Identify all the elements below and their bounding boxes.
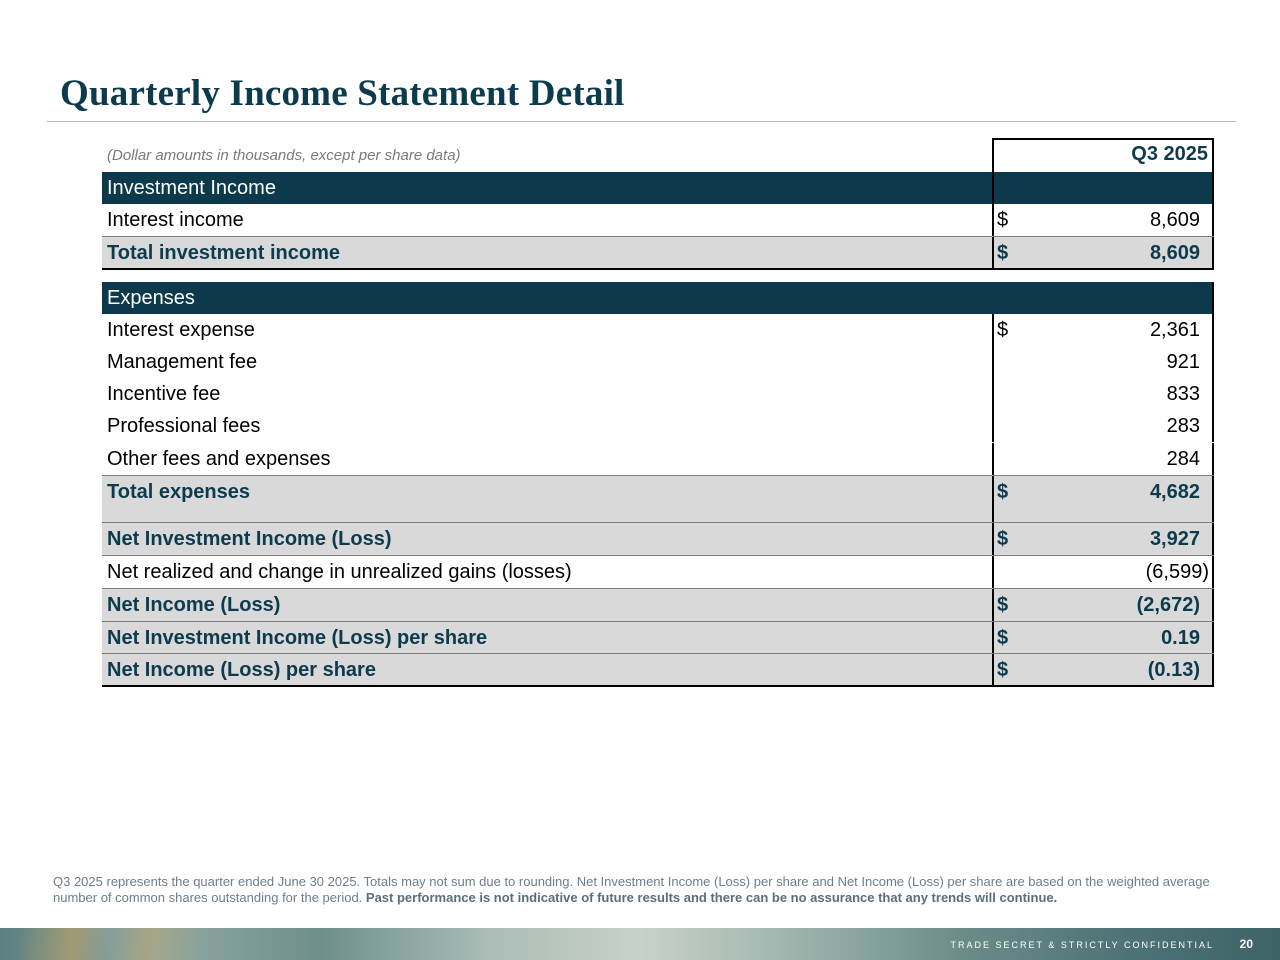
table-bottom-border — [102, 268, 1214, 270]
footnote-disclaimer: Past performance is not indicative of future results and there can be no assurance that any trends will continue. — [365, 890, 1058, 905]
row-label: Net realized and change in unrealized gains (losses) — [107, 561, 572, 583]
table-row-net-income — [102, 589, 1214, 621]
table-edge — [1212, 523, 1214, 555]
currency-symbol: $ — [997, 319, 1009, 341]
table-edge — [1212, 378, 1214, 410]
column-separator — [992, 378, 994, 410]
table-edge — [1212, 443, 1214, 475]
table-row-management-fee — [102, 346, 1214, 378]
table-edge — [1212, 508, 1214, 522]
table-edge — [1212, 654, 1214, 686]
row-value: 4,682 — [1149, 481, 1200, 503]
decorative-gold-streak — [20, 928, 200, 960]
row-value: (0.13) — [1147, 659, 1200, 681]
column-separator — [992, 172, 994, 204]
row-label: Net Income (Loss) — [107, 594, 281, 616]
table-edge — [1212, 237, 1214, 269]
column-separator — [992, 410, 994, 442]
table-edge — [1212, 556, 1214, 588]
row-label: Total investment income — [107, 242, 341, 264]
income-table — [102, 138, 1214, 270]
table-row-nii-per-share — [102, 622, 1214, 654]
column-separator — [992, 523, 994, 555]
row-value: 3,927 — [1149, 528, 1200, 550]
table-edge — [1212, 172, 1214, 204]
table-row-incentive-fee — [102, 378, 1214, 410]
page-number: 20 — [1239, 937, 1253, 951]
column-separator — [992, 589, 994, 621]
table-row-total-expenses — [102, 476, 1214, 508]
column-separator — [992, 346, 994, 378]
table-row-interest-expense — [102, 314, 1214, 346]
row-label: Other fees and expenses — [107, 448, 331, 470]
currency-symbol: $ — [997, 659, 1009, 681]
table-bottom-border — [102, 685, 1214, 687]
table-row-realized-gains — [102, 556, 1214, 588]
row-label: Management fee — [107, 351, 258, 373]
table-edge — [1212, 282, 1214, 314]
table-row-spacer — [102, 508, 1214, 522]
row-label: Net Income (Loss) per share — [107, 659, 376, 681]
footnote-text: Q3 2025 represents the quarter ended June 30 2025. Totals may not sum due to rounding. Net Investment Income (Loss) per share and Net Income (Loss) per share are based on the weighted average number of common shares outstanding for the period. — [53, 874, 1210, 905]
column-separator — [992, 443, 994, 475]
table-edge — [1212, 589, 1214, 621]
table-edge — [1212, 314, 1214, 346]
column-separator — [992, 654, 994, 686]
table-row-professional-fees — [102, 410, 1214, 442]
currency-symbol: $ — [997, 594, 1009, 616]
row-label: Net Investment Income (Loss) per share — [107, 627, 488, 649]
column-separator — [992, 314, 994, 346]
row-value: 833 — [1166, 383, 1200, 405]
page-title: Quarterly Income Statement Detail — [60, 73, 625, 114]
currency-symbol: $ — [997, 627, 1009, 649]
column-separator — [992, 237, 994, 269]
title-divider — [47, 121, 1236, 122]
table-edge — [1212, 204, 1214, 236]
table-edge — [1212, 410, 1214, 442]
row-label: Incentive fee — [107, 383, 221, 405]
row-value: (2,672) — [1136, 594, 1200, 616]
table-edge — [1212, 476, 1214, 508]
section-label: Investment Income — [107, 177, 276, 199]
column-separator — [992, 476, 994, 508]
table-row-interest-income — [102, 204, 1214, 236]
currency-symbol: $ — [997, 528, 1009, 550]
confidentiality-notice: TRADE SECRET & STRICTLY CONFIDENTIAL — [950, 940, 1214, 950]
column-separator — [992, 204, 994, 236]
table-edge — [1212, 622, 1214, 654]
row-label: Professional fees — [107, 415, 261, 437]
table-row-net-investment-income — [102, 523, 1214, 555]
row-value: 921 — [1166, 351, 1200, 373]
table-subtitle: (Dollar amounts in thousands, except per share data) — [107, 147, 461, 164]
expenses-table — [102, 282, 1214, 687]
table-edge — [1212, 346, 1214, 378]
currency-symbol: $ — [997, 209, 1009, 231]
row-label: Interest income — [107, 209, 244, 231]
table-row-total-investment-income — [102, 237, 1214, 269]
section-label: Expenses — [107, 287, 195, 309]
row-label: Interest expense — [107, 319, 255, 341]
row-label: Total expenses — [107, 481, 251, 503]
table-row-ni-per-share — [102, 654, 1214, 686]
row-label: Net Investment Income (Loss) — [107, 528, 392, 550]
footnote — [53, 874, 1213, 906]
currency-symbol: $ — [997, 242, 1009, 264]
table-row-other-fees — [102, 443, 1214, 475]
period-label: Q3 2025 — [1131, 143, 1208, 165]
row-value: 8,609 — [1149, 242, 1200, 264]
section-header-expenses — [102, 282, 1214, 314]
section-header-investment-income — [102, 172, 1214, 204]
row-value: 0.19 — [1161, 627, 1200, 649]
row-value: 2,361 — [1149, 319, 1200, 341]
row-value: 283 — [1166, 415, 1200, 437]
currency-symbol: $ — [997, 481, 1009, 503]
row-value: 8,609 — [1149, 209, 1200, 231]
column-separator — [992, 556, 994, 588]
column-separator — [992, 622, 994, 654]
row-value: (6,599) — [1145, 561, 1209, 583]
column-separator — [992, 508, 994, 522]
row-value: 284 — [1166, 448, 1200, 470]
period-header-box — [992, 138, 1214, 172]
